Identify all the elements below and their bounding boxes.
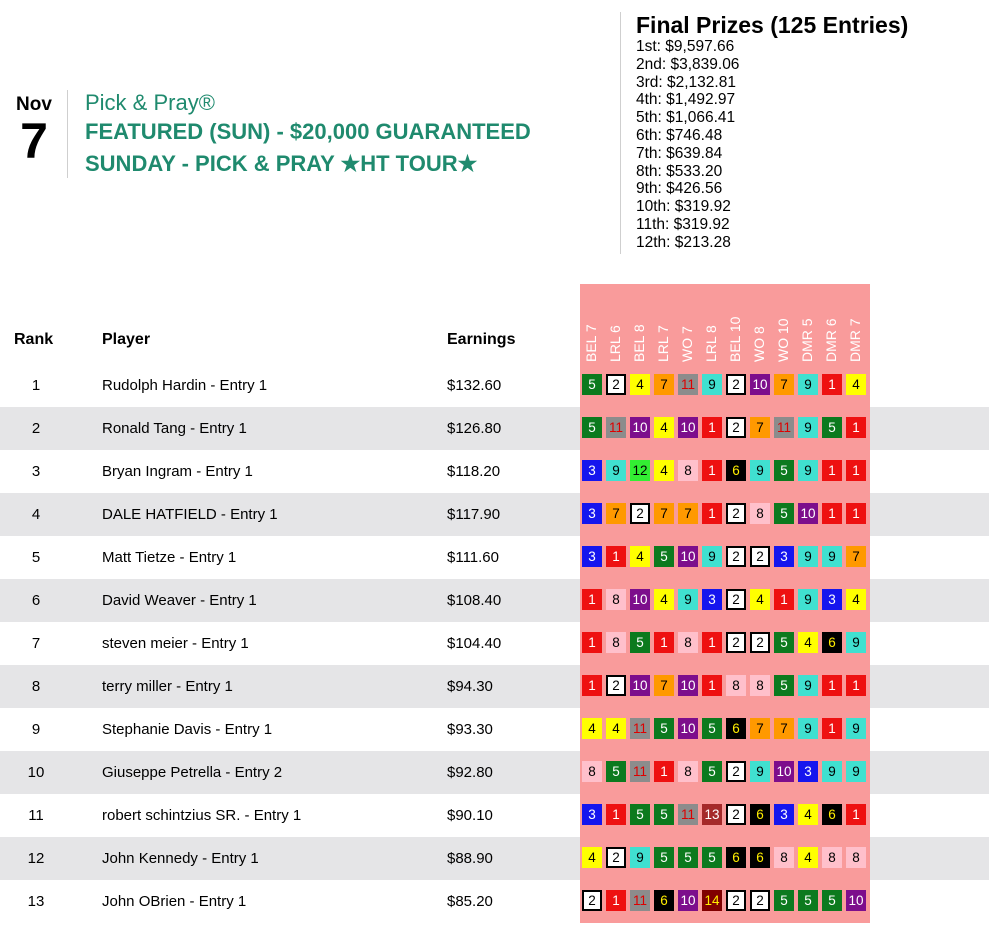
- pick-cell: 5: [822, 890, 842, 911]
- pick-cell: 4: [798, 847, 818, 868]
- track-header: [582, 286, 606, 362]
- pick-cell: 4: [654, 460, 674, 481]
- pick-cell: 2: [726, 632, 746, 653]
- pick-cell: 9: [798, 546, 818, 567]
- pick-cell: 4: [654, 589, 674, 610]
- earnings-cell: $117.90: [447, 506, 501, 523]
- pick-cell: 11: [630, 718, 650, 739]
- pick-cell: 9: [750, 460, 770, 481]
- pick-cell: 3: [582, 546, 602, 567]
- pick-cell: 12: [630, 460, 650, 481]
- pick-cell: 5: [774, 632, 794, 653]
- pick-cell: 11: [678, 804, 698, 825]
- earnings-cell: $88.90: [447, 850, 493, 867]
- prize-line: 2nd: $3,839.06: [636, 55, 740, 73]
- pick-cell: 1: [606, 546, 626, 567]
- pick-cell: 4: [630, 546, 650, 567]
- pick-cell: 1: [582, 589, 602, 610]
- pick-cell: 1: [822, 460, 842, 481]
- pick-cell: 6: [726, 718, 746, 739]
- pick-cell: 1: [774, 589, 794, 610]
- track-label: DMR 7: [847, 318, 863, 362]
- pick-cell: 2: [726, 890, 746, 911]
- pick-cell: 9: [822, 761, 842, 782]
- pick-cell: 9: [798, 417, 818, 438]
- pick-cell: 9: [702, 546, 722, 567]
- pick-cell: 4: [582, 847, 602, 868]
- earnings-cell: $126.80: [447, 420, 502, 437]
- player-header: Player: [102, 331, 151, 348]
- track-header: [702, 286, 726, 362]
- table-row[interactable]: [0, 450, 989, 493]
- pick-cell: 1: [846, 804, 866, 825]
- track-header: [774, 286, 798, 362]
- pick-cell: 10: [630, 589, 650, 610]
- track-label: LRL 7: [655, 325, 671, 362]
- pick-cell: 11: [678, 374, 698, 395]
- track-label: LRL 6: [607, 325, 623, 362]
- track-label: DMR 6: [823, 318, 839, 362]
- pick-cell: 4: [606, 718, 626, 739]
- pick-cell: 8: [678, 761, 698, 782]
- pick-cell: 1: [654, 632, 674, 653]
- pick-cell: 5: [630, 804, 650, 825]
- pick-cell: 7: [774, 374, 794, 395]
- track-header: [654, 286, 678, 362]
- picks-strip: [580, 493, 870, 536]
- pick-cell: 2: [726, 761, 746, 782]
- pick-cell: 11: [774, 417, 794, 438]
- pick-cell: 2: [726, 804, 746, 825]
- picks-strip: [580, 794, 870, 837]
- pick-cell: 7: [774, 718, 794, 739]
- pick-cell: 1: [702, 417, 722, 438]
- picks-strip: [580, 751, 870, 794]
- pick-cell: 1: [606, 890, 626, 911]
- divider: [620, 12, 621, 254]
- pick-cell: 1: [822, 503, 842, 524]
- pick-cell: 3: [798, 761, 818, 782]
- pick-cell: 5: [654, 718, 674, 739]
- pick-cell: 9: [846, 718, 866, 739]
- pick-cell: 14: [702, 890, 722, 911]
- player-name[interactable]: DALE HATFIELD - Entry 1: [102, 506, 278, 523]
- prize-line: 9th: $426.56: [636, 180, 723, 198]
- table-row[interactable]: [0, 880, 989, 923]
- pick-cell: 6: [822, 632, 842, 653]
- earnings-cell: $92.80: [447, 764, 493, 781]
- pick-cell: 2: [750, 890, 770, 911]
- pick-cell: 8: [750, 675, 770, 696]
- pick-cell: 6: [726, 847, 746, 868]
- pick-cell: 6: [750, 847, 770, 868]
- rank-cell: 8: [31, 678, 41, 695]
- pick-cell: 9: [846, 761, 866, 782]
- player-name[interactable]: Giuseppe Petrella - Entry 2: [102, 764, 283, 781]
- player-name[interactable]: John Kennedy - Entry 1: [102, 850, 259, 867]
- pick-cell: 6: [750, 804, 770, 825]
- player-name[interactable]: robert schintzius SR. - Entry 1: [102, 807, 302, 824]
- pick-cell: 11: [630, 761, 650, 782]
- tracks-header: [580, 284, 870, 364]
- pick-cell: 8: [678, 460, 698, 481]
- pick-cell: 2: [582, 890, 602, 911]
- pick-cell: 2: [606, 374, 626, 395]
- earnings-cell: $132.60: [447, 377, 502, 394]
- pick-cell: 2: [750, 632, 770, 653]
- pick-cell: 9: [846, 632, 866, 653]
- picks-strip: [580, 837, 870, 880]
- pick-cell: 9: [798, 675, 818, 696]
- pick-cell: 1: [822, 675, 842, 696]
- pick-cell: 8: [822, 847, 842, 868]
- rank-cell: 5: [31, 549, 41, 566]
- player-name[interactable]: John OBrien - Entry 1: [102, 893, 247, 910]
- pick-cell: 13: [702, 804, 722, 825]
- pick-cell: 7: [654, 675, 674, 696]
- pick-cell: 5: [654, 804, 674, 825]
- pick-cell: 2: [726, 503, 746, 524]
- track-header: [750, 286, 774, 362]
- player-name[interactable]: Stephanie Davis - Entry 1: [102, 721, 273, 738]
- track-label: WO 8: [751, 326, 767, 362]
- track-header: [798, 286, 822, 362]
- pick-cell: 1: [702, 675, 722, 696]
- table-row[interactable]: [0, 665, 989, 708]
- track-label: WO 10: [775, 318, 791, 362]
- pick-cell: 7: [846, 546, 866, 567]
- pick-cell: 3: [582, 804, 602, 825]
- pick-cell: 8: [606, 632, 626, 653]
- player-name[interactable]: Matt Tietze - Entry 1: [102, 549, 237, 566]
- prize-line: 6th: $746.48: [636, 126, 723, 144]
- prizes-list: [636, 38, 908, 252]
- rank-cell: 2: [31, 420, 41, 437]
- earnings-cell: $85.20: [447, 893, 493, 910]
- player-name[interactable]: terry miller - Entry 1: [102, 678, 233, 695]
- pick-cell: 4: [582, 718, 602, 739]
- pick-cell: 5: [654, 847, 674, 868]
- pick-cell: 5: [774, 675, 794, 696]
- pick-cell: 1: [606, 804, 626, 825]
- rank-cell: 9: [31, 721, 41, 738]
- prize-line: 8th: $533.20: [636, 162, 723, 180]
- pick-cell: 5: [582, 417, 602, 438]
- player-name[interactable]: Rudolph Hardin - Entry 1: [102, 377, 268, 394]
- prize-line: 3rd: $2,132.81: [636, 73, 736, 91]
- pick-cell: 3: [582, 460, 602, 481]
- player-name[interactable]: David Weaver - Entry 1: [102, 592, 257, 609]
- pick-cell: 8: [750, 503, 770, 524]
- pick-cell: 2: [750, 546, 770, 567]
- table-row[interactable]: [0, 622, 989, 665]
- pick-cell: 1: [702, 503, 722, 524]
- pick-cell: 5: [798, 890, 818, 911]
- pick-cell: 3: [774, 546, 794, 567]
- pick-cell: 1: [846, 460, 866, 481]
- picks-strip: [580, 880, 870, 923]
- pick-cell: 8: [774, 847, 794, 868]
- pick-cell: 10: [678, 718, 698, 739]
- pick-cell: 10: [630, 675, 650, 696]
- pick-cell: 1: [702, 460, 722, 481]
- pick-cell: 4: [654, 417, 674, 438]
- contest-title: FEATURED (SUN) - $20,000 GUARANTEED: [85, 119, 531, 144]
- pick-cell: 8: [582, 761, 602, 782]
- earnings-cell: $111.60: [447, 549, 499, 566]
- pick-cell: 1: [846, 417, 866, 438]
- pick-cell: 10: [798, 503, 818, 524]
- pick-cell: 11: [606, 417, 626, 438]
- picks-strip: [580, 622, 870, 665]
- pick-cell: 4: [630, 374, 650, 395]
- player-name[interactable]: Bryan Ingram - Entry 1: [102, 463, 253, 480]
- pick-cell: 7: [678, 503, 698, 524]
- prize-line: 11th: $319.92: [636, 215, 730, 233]
- pick-cell: 1: [846, 675, 866, 696]
- track-label: BEL 10: [727, 316, 743, 362]
- pick-cell: 1: [582, 632, 602, 653]
- pick-cell: 5: [822, 417, 842, 438]
- pick-cell: 9: [822, 546, 842, 567]
- track-header: [678, 286, 702, 362]
- pick-cell: 5: [702, 761, 722, 782]
- rank-header: Rank: [14, 331, 54, 348]
- pick-cell: 10: [678, 675, 698, 696]
- pick-cell: 2: [630, 503, 650, 524]
- prizes-title: Final Prizes (125 Entries): [636, 12, 909, 38]
- divider: [67, 90, 68, 178]
- rank-cell: 1: [31, 377, 41, 394]
- pick-cell: 1: [654, 761, 674, 782]
- rank-cell: 4: [31, 506, 41, 523]
- pick-cell: 4: [798, 804, 818, 825]
- pick-cell: 4: [846, 589, 866, 610]
- contest-title-block: [85, 90, 531, 180]
- prize-line: 4th: $1,492.97: [636, 91, 736, 109]
- picks-strip: [580, 579, 870, 622]
- pick-cell: 5: [702, 718, 722, 739]
- track-label: LRL 8: [703, 325, 719, 362]
- pick-cell: 4: [846, 374, 866, 395]
- final-prizes: [636, 12, 908, 252]
- pick-cell: 2: [606, 675, 626, 696]
- pick-cell: 4: [750, 589, 770, 610]
- rank-cell: 12: [27, 850, 45, 867]
- rank-cell: 6: [31, 592, 41, 609]
- earnings-cell: $108.40: [447, 592, 502, 609]
- prize-line: 5th: $1,066.41: [636, 109, 736, 127]
- track-header: [630, 286, 654, 362]
- pick-cell: 7: [654, 503, 674, 524]
- pick-cell: 9: [678, 589, 698, 610]
- table-row[interactable]: [0, 837, 989, 880]
- track-label: BEL 7: [583, 324, 599, 362]
- pick-cell: 3: [822, 589, 842, 610]
- date-month: Nov: [16, 94, 52, 115]
- pick-cell: 1: [582, 675, 602, 696]
- track-header: [846, 286, 870, 362]
- pick-cell: 5: [774, 503, 794, 524]
- pick-cell: 6: [654, 890, 674, 911]
- prize-line: 12th: $213.28: [636, 233, 731, 251]
- pick-cell: 9: [798, 589, 818, 610]
- prize-line: 7th: $639.84: [636, 144, 723, 162]
- pick-cell: 9: [798, 374, 818, 395]
- pick-cell: 2: [606, 847, 626, 868]
- pick-cell: 3: [702, 589, 722, 610]
- pick-cell: 3: [582, 503, 602, 524]
- earnings-cell: $104.40: [447, 635, 502, 652]
- pick-cell: 10: [750, 374, 770, 395]
- picks-strip: [580, 665, 870, 708]
- pick-cell: 5: [774, 460, 794, 481]
- contest-subtitle: SUNDAY - PICK & PRAY ★HT TOUR★: [85, 151, 478, 176]
- date-block: [14, 94, 54, 169]
- prize-line: 1st: $9,597.66: [636, 38, 735, 55]
- track-label: DMR 5: [799, 318, 815, 362]
- pick-cell: 10: [630, 417, 650, 438]
- pick-cell: 1: [846, 503, 866, 524]
- earnings-cell: $90.10: [447, 807, 493, 824]
- player-name[interactable]: Ronald Tang - Entry 1: [102, 420, 247, 437]
- brand-name: Pick & Pray®: [85, 90, 215, 115]
- pick-cell: 5: [630, 632, 650, 653]
- picks-strip: [580, 364, 870, 407]
- rank-cell: 13: [27, 893, 45, 910]
- table-row[interactable]: [0, 407, 989, 450]
- picks-strip: [580, 536, 870, 579]
- rank-cell: 10: [27, 764, 45, 781]
- pick-cell: 10: [678, 890, 698, 911]
- track-header: [822, 286, 846, 362]
- track-header: [606, 286, 630, 362]
- pick-cell: 2: [726, 546, 746, 567]
- pick-cell: 9: [702, 374, 722, 395]
- player-name[interactable]: steven meier - Entry 1: [102, 635, 249, 652]
- pick-cell: 10: [846, 890, 866, 911]
- pick-cell: 7: [750, 718, 770, 739]
- pick-cell: 2: [726, 589, 746, 610]
- pick-cell: 9: [606, 460, 626, 481]
- table-row[interactable]: [0, 794, 989, 837]
- rank-cell: 7: [31, 635, 41, 652]
- date-day: 7: [20, 113, 48, 169]
- earnings-cell: $93.30: [447, 721, 493, 738]
- pick-cell: 9: [798, 718, 818, 739]
- rank-cell: 3: [31, 463, 41, 480]
- picks-strip: [580, 450, 870, 493]
- table-row[interactable]: [0, 751, 989, 794]
- pick-cell: 11: [630, 890, 650, 911]
- pick-cell: 1: [702, 632, 722, 653]
- earnings-cell: $118.20: [447, 463, 501, 480]
- pick-cell: 8: [846, 847, 866, 868]
- pick-cell: 9: [630, 847, 650, 868]
- table-row[interactable]: [0, 493, 989, 536]
- prize-line: 10th: $319.92: [636, 198, 731, 216]
- pick-cell: 5: [582, 374, 602, 395]
- pick-cell: 8: [726, 675, 746, 696]
- pick-cell: 4: [798, 632, 818, 653]
- track-label: WO 7: [679, 326, 695, 362]
- rank-cell: 11: [28, 807, 44, 824]
- pick-cell: 5: [678, 847, 698, 868]
- pick-cell: 5: [654, 546, 674, 567]
- pick-cell: 10: [678, 546, 698, 567]
- earnings-header: Earnings: [447, 331, 516, 348]
- track-label: BEL 8: [631, 324, 647, 362]
- picks-strip: [580, 708, 870, 751]
- pick-cell: 3: [774, 804, 794, 825]
- pick-cell: 5: [774, 890, 794, 911]
- pick-cell: 2: [726, 417, 746, 438]
- pick-cell: 1: [822, 718, 842, 739]
- table-row[interactable]: [0, 364, 989, 407]
- pick-cell: 9: [750, 761, 770, 782]
- pick-cell: 6: [822, 804, 842, 825]
- pick-cell: 2: [726, 374, 746, 395]
- earnings-cell: $94.30: [447, 678, 493, 695]
- pick-cell: 7: [606, 503, 626, 524]
- pick-cell: 1: [822, 374, 842, 395]
- pick-cell: 8: [606, 589, 626, 610]
- pick-cell: 10: [774, 761, 794, 782]
- track-header: [726, 286, 750, 362]
- pick-cell: 8: [678, 632, 698, 653]
- table-row[interactable]: [0, 708, 989, 751]
- pick-cell: 10: [678, 417, 698, 438]
- table-row[interactable]: [0, 536, 989, 579]
- pick-cell: 5: [606, 761, 626, 782]
- pick-cell: 7: [654, 374, 674, 395]
- pick-cell: 5: [702, 847, 722, 868]
- pick-cell: 9: [798, 460, 818, 481]
- table-row[interactable]: [0, 579, 989, 622]
- picks-strip: [580, 407, 870, 450]
- pick-cell: 7: [750, 417, 770, 438]
- pick-cell: 6: [726, 460, 746, 481]
